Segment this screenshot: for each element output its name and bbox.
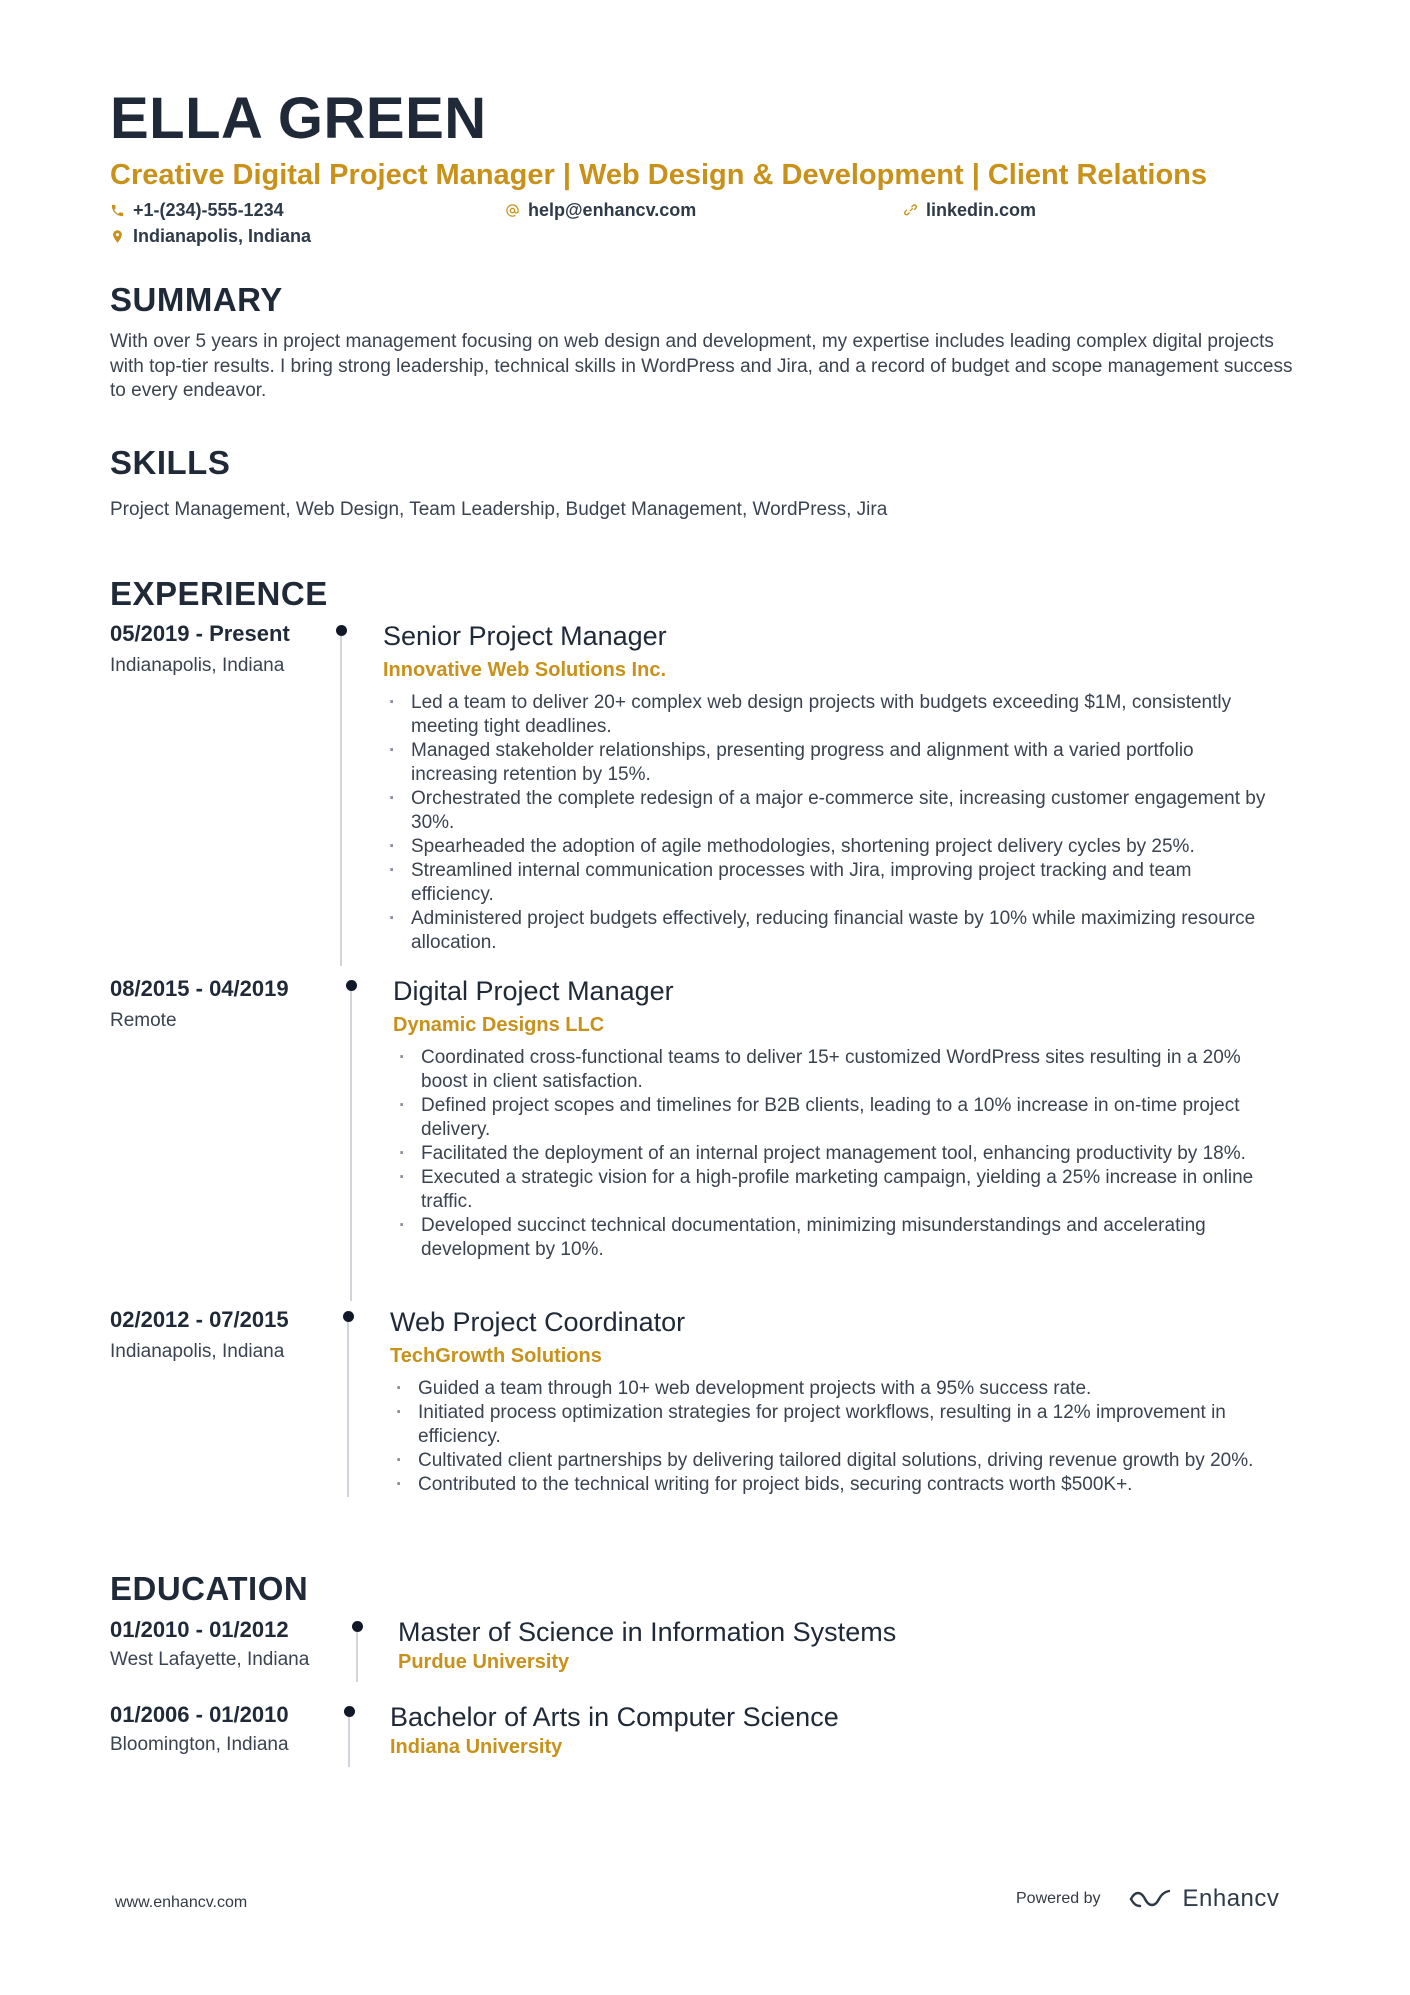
experience-bullets	[393, 1046, 1283, 1262]
education-location: West Lafayette, Indiana	[110, 1649, 310, 1670]
bullet-item: · Orchestrated the complete redesign of a major e-commerce site, increasing customer engagement by 30%.	[383, 787, 1273, 835]
experience-dates: 02/2012 - 07/2015	[110, 1307, 289, 1332]
summary-heading: SUMMARY	[110, 281, 283, 318]
bullet-item: · Managed stakeholder relationships, presenting progress and alignment with a varied portfolio increasing retention by 15%.	[383, 739, 1273, 787]
education-dates: 01/2010 - 01/2012	[110, 1617, 289, 1642]
bullet-item: · Executed a strategic vision for a high-profile marketing campaign, yielding a 25% increase in online traffic.	[393, 1166, 1283, 1214]
bullet-item: · Contributed to the technical writing for project bids, securing contracts worth $500K+.	[390, 1473, 1280, 1497]
school-name: Purdue University	[398, 1651, 570, 1673]
candidate-name: ELLA GREEN	[110, 86, 487, 151]
experience-location: Indianapolis, Indiana	[110, 655, 285, 676]
at-icon	[505, 203, 520, 218]
timeline-dot	[346, 980, 357, 991]
degree-title: Bachelor of Arts in Computer Science	[390, 1702, 839, 1732]
bullet-item: · Cultivated client partnerships by delivering tailored digital solutions, driving revenue growth by 20%.	[390, 1449, 1280, 1473]
school-name: Indiana University	[390, 1736, 563, 1758]
company-name: Innovative Web Solutions Inc.	[383, 659, 666, 681]
timeline-dot	[343, 1311, 354, 1322]
experience-location: Remote	[110, 1010, 177, 1031]
education-location: Bloomington, Indiana	[110, 1734, 289, 1755]
bullet-item: · Guided a team through 10+ web development projects with a 95% success rate.	[390, 1377, 1280, 1401]
experience-dates: 08/2015 - 04/2019	[110, 976, 289, 1001]
bullet-item: · Led a team to deliver 20+ complex web design projects with budgets exceeding $1M, consistently meeting tight deadlines.	[383, 691, 1273, 739]
timeline-line	[356, 1632, 358, 1682]
bullet-item: · Developed succinct technical documentation, minimizing misunderstandings and accelerating development by 10%.	[393, 1214, 1283, 1262]
company-name: Dynamic Designs LLC	[393, 1014, 605, 1036]
experience-dates: 05/2019 - Present	[110, 621, 290, 646]
email-contact[interactable]	[505, 200, 696, 221]
bullet-item: · Defined project scopes and timelines for B2B clients, leading to a 10% increase in on-time project delivery.	[393, 1094, 1283, 1142]
bullet-item: · Spearheaded the adoption of agile methodologies, shortening project delivery cycles by 25%.	[383, 835, 1273, 859]
footer-website-link[interactable]: www.enhancv.com	[115, 1894, 248, 1911]
email-text: help@enhancv.com	[528, 200, 697, 220]
linkedin-contact[interactable]	[903, 200, 1036, 221]
company-name: TechGrowth Solutions	[390, 1345, 602, 1367]
timeline-dot	[336, 625, 347, 636]
powered-by-label: Powered by	[1016, 1890, 1101, 1907]
footer-branding	[1016, 1885, 1279, 1913]
summary-text: With over 5 years in project management focusing on web design and development, my expertise includes leading complex digital projects with top-tier results. I bring strong leadership, technical skills in WordPress and Jira, and a record of budget and scope management success to every endeavor.	[110, 331, 1293, 401]
phone-contact[interactable]	[110, 200, 284, 221]
bullet-item: · Coordinated cross-functional teams to deliver 15+ customized WordPress sites resulting in a 20% boost in client satisfaction.	[393, 1046, 1283, 1094]
enhancv-logo-text: Enhancv	[1182, 1885, 1280, 1912]
job-title: Senior Project Manager	[383, 621, 667, 651]
headline: Creative Digital Project Manager | Web Design & Development | Client Relations	[110, 159, 1208, 191]
degree-title: Master of Science in Information Systems	[398, 1617, 897, 1647]
location-text: Indianapolis, Indiana	[133, 226, 312, 246]
education-heading: EDUCATION	[110, 1570, 309, 1607]
linkedin-text: linkedin.com	[926, 200, 1037, 220]
enhancv-logo[interactable]	[1127, 1885, 1280, 1913]
timeline-dot	[352, 1621, 363, 1632]
skills-text: Project Management, Web Design, Team Leadership, Budget Management, WordPress, Jira	[110, 499, 888, 520]
timeline-line	[348, 1717, 350, 1767]
bullet-item: · Facilitated the deployment of an internal project management tool, enhancing productivity by 18%.	[393, 1142, 1283, 1166]
skills-heading: SKILLS	[110, 444, 231, 481]
link-icon	[903, 203, 918, 218]
experience-heading: EXPERIENCE	[110, 575, 328, 612]
experience-bullets	[390, 1377, 1280, 1497]
timeline-line	[340, 636, 342, 966]
timeline-line	[347, 1322, 349, 1497]
enhancv-logo-icon	[1127, 1886, 1173, 1912]
experience-location: Indianapolis, Indiana	[110, 1341, 285, 1362]
timeline-line	[350, 991, 352, 1301]
job-title: Web Project Coordinator	[390, 1307, 686, 1337]
job-title: Digital Project Manager	[393, 976, 674, 1006]
timeline-dot	[344, 1706, 355, 1717]
education-dates: 01/2006 - 01/2010	[110, 1702, 289, 1727]
location-pin-icon	[110, 229, 125, 244]
phone-icon	[110, 203, 125, 218]
location-contact	[110, 226, 311, 247]
experience-bullets	[383, 691, 1273, 955]
bullet-item: · Initiated process optimization strategies for project workflows, resulting in a 12% improvement in efficiency.	[390, 1401, 1280, 1449]
phone-text: +1-(234)-555-1234	[133, 200, 284, 220]
bullet-item: · Administered project budgets effectively, reducing financial waste by 10% while maximizing resource allocation.	[383, 907, 1273, 955]
bullet-item: · Streamlined internal communication processes with Jira, improving project tracking and team efficiency.	[383, 859, 1273, 907]
